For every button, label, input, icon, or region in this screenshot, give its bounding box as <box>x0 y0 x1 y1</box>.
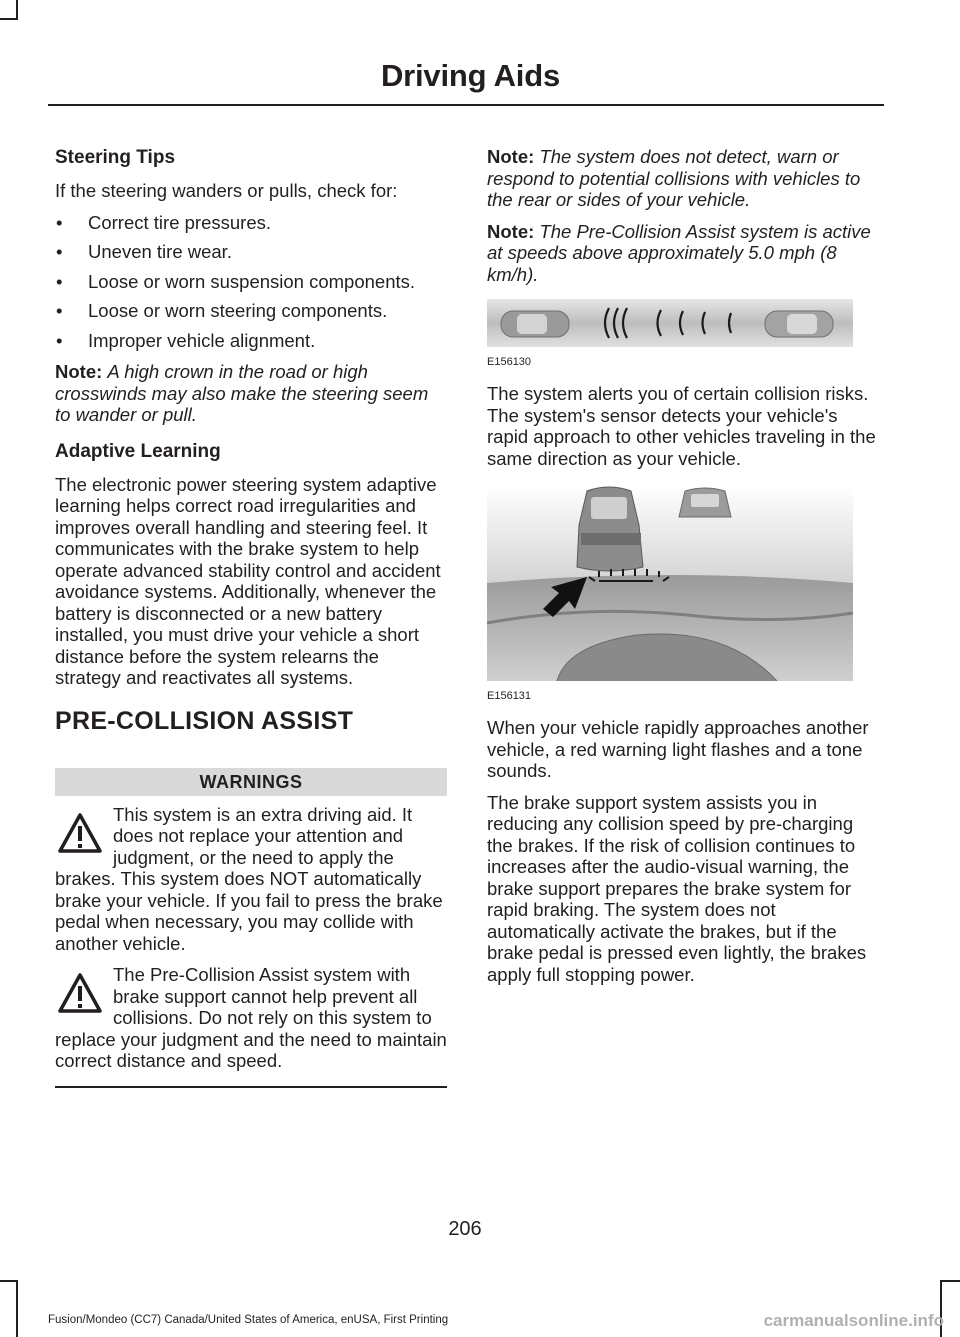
figure-id: E156131 <box>487 690 532 702</box>
list-item: • Loose or worn suspension components. <box>56 270 416 292</box>
warning-item: This system is an extra driving aid. It does not replace your attention and judgment, or the need to apply the brakes. This system does NOT automatically brake your vehicle. If you fail to press the brake pedal when necessary, you may collide with another vehicle. <box>55 803 443 954</box>
note-text: A high crown in the road or high crosswinds may also make the steering seem to wander or pull. <box>55 361 429 425</box>
page-number: 206 <box>448 1218 482 1240</box>
warning-item: The Pre-Collision Assist system with brake support cannot help prevent all collisions. Do not rely on this system to replace your judgment and the need to maintain correct distance and speed. <box>55 964 447 1071</box>
warning-light-paragraph: When your vehicle rapidly approaches another vehicle, a red warning light flashes and a tone sounds. <box>487 717 869 781</box>
figure-warning-light <box>487 485 879 686</box>
note-text: The Pre-Collision Assist system is active at speeds above approximately 5.0 mph (8 km/h). <box>487 220 871 285</box>
figure-id: E156130 <box>487 356 532 368</box>
windshield-illustration <box>487 485 853 681</box>
bullet-icon: • <box>56 211 63 233</box>
crop-mark <box>940 1280 960 1282</box>
list-item: • Uneven tire wear. <box>56 241 232 262</box>
steering-tips-list <box>55 212 447 352</box>
list-item: • Loose or worn steering components. <box>56 300 388 321</box>
note-label: Note: <box>55 361 103 382</box>
warnings-heading: WARNINGS <box>55 768 447 796</box>
print-info: Fusion/Mondeo (CC7) Canada/United States of America, enUSA, First Printing <box>48 1314 449 1326</box>
steering-note <box>55 361 447 426</box>
crop-mark <box>16 1280 18 1337</box>
system-alert-paragraph: The system alerts you of certain collision risks. The system's sensor detects your vehicle's rapid approach to other vehicles traveling in the same direction as your vehicle. <box>487 383 876 469</box>
header-divider <box>48 104 884 106</box>
note-text: The system does not detect, warn or respond to potential collisions with vehicles to the rear or sides of your vehicle. <box>487 146 861 210</box>
steering-tips-heading: Steering Tips <box>55 147 176 168</box>
bullet-icon: • <box>56 270 63 292</box>
own-car-icon <box>501 311 569 337</box>
distant-vehicle-icon <box>679 488 731 517</box>
page-title: Driving Aids <box>380 58 560 93</box>
list-item: • Correct tire pressures. <box>56 211 271 233</box>
bullet-icon: • <box>56 241 63 262</box>
crop-mark <box>0 1280 18 1282</box>
sensor-waves-illustration <box>487 299 853 347</box>
steering-tips-intro: If the steering wanders or pulls, check for: <box>55 180 398 201</box>
figure-sensor-range <box>487 299 879 352</box>
brake-support-paragraph: The brake support system assists you in reducing any collision speed by pre-charging the brakes. If the risk of collision continues to increases after the audio-visual warning, the brake support prepares the brake system for rapid braking. The system does not automatically activate the brakes, but if the brake pedal is pressed even lightly, the brakes apply full stopping power. <box>487 791 867 985</box>
section-title: PRE-COLLISION ASSIST <box>55 706 354 735</box>
crop-mark <box>0 18 18 20</box>
bullet-icon: • <box>56 300 63 321</box>
warning-triangle-icon <box>57 812 103 854</box>
lead-car-icon <box>765 311 833 337</box>
warning-triangle-icon <box>57 972 103 1014</box>
note-label: Note: <box>487 146 535 167</box>
warnings-divider <box>55 1086 447 1088</box>
list-item: • Improper vehicle alignment. <box>56 329 316 351</box>
adaptive-learning-heading: Adaptive Learning <box>55 440 221 462</box>
right-column <box>487 146 879 995</box>
left-column <box>55 146 447 1088</box>
note-label: Note: <box>487 220 535 242</box>
bullet-icon: • <box>56 329 63 351</box>
speed-note <box>487 221 879 286</box>
watermark: carmanualsonline.info <box>763 1311 944 1330</box>
rear-side-note <box>487 146 879 211</box>
lead-vehicle-icon <box>577 487 643 571</box>
adaptive-learning-body: The electronic power steering system adaptive learning helps correct road irregularities and improves overall handling and steering feel. It communicates with the brake system to help operate advanced stability control and accident avoidance systems. Additionally, whenever the battery is disconnected or a new battery installed, you must drive your vehicle a short distance before the system relearns the strategy and reactivates all systems. <box>55 473 441 688</box>
crop-mark <box>16 0 18 20</box>
